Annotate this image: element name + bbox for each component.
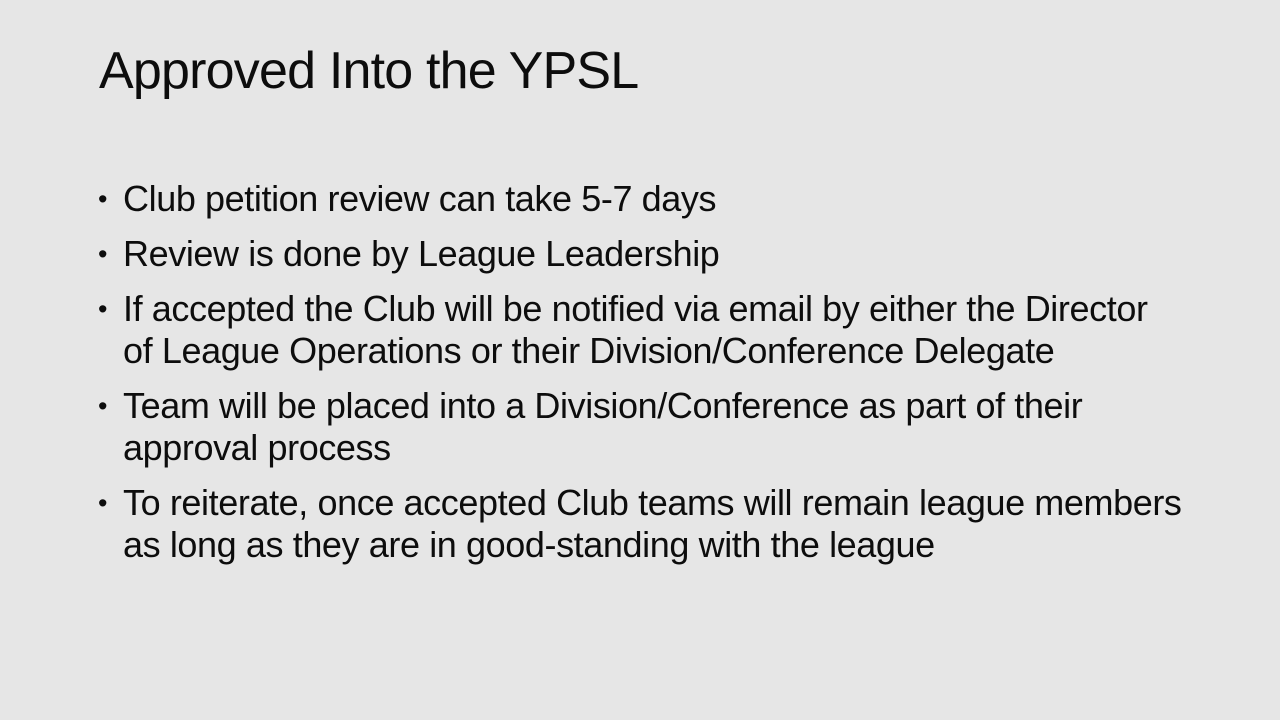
bullet-text: If accepted the Club will be notified via email by either the Director of League Operations or their Division/Conference Delegate: [123, 288, 1148, 371]
bullet-marker: •: [98, 239, 108, 269]
bullet-list: [98, 178, 1183, 579]
bullet-text: Team will be placed into a Division/Conference as part of their approval process: [123, 385, 1083, 468]
bullet-marker: •: [98, 184, 108, 214]
bullet-marker: •: [98, 391, 108, 421]
bullet-text: Club petition review can take 5-7 days: [123, 178, 717, 219]
bullet-item: [98, 233, 1183, 275]
bullet-marker: •: [98, 294, 108, 324]
slide-title: Approved Into the YPSL: [99, 42, 639, 100]
bullet-marker: •: [98, 488, 108, 518]
bullet-text: Review is done by League Leadership: [123, 233, 720, 274]
bullet-item: [98, 178, 1183, 220]
bullet-item: [98, 288, 1183, 372]
bullet-item: [98, 482, 1183, 566]
bullet-text: To reiterate, once accepted Club teams will remain league members as long as they are in good-standing with the league: [123, 482, 1182, 565]
bullet-item: [98, 385, 1183, 469]
